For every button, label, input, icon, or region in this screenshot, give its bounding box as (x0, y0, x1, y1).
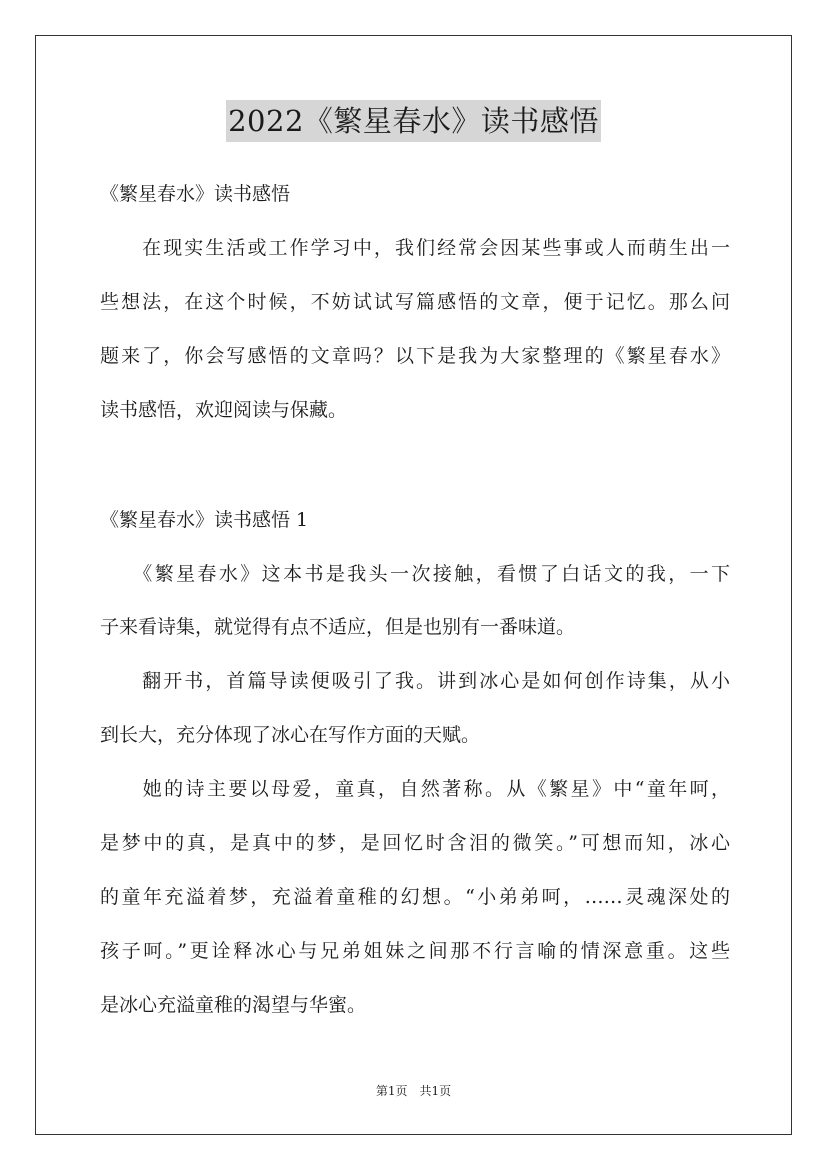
section-heading: 《繁星春水》读书感悟 1 (100, 509, 309, 531)
para1-line-1: 《繁星春水》这本书是我头一次接触，看惯了白话文的我，一下 (100, 563, 730, 585)
intro-line-1: 在现实生活或工作学习中，我们经常会因某些事或人而萌生出一 (100, 237, 730, 259)
para2-line-2: 到长大，充分体现了冰心在写作方面的天赋。 (100, 724, 481, 746)
subtitle: 《繁星春水》读书感悟 (100, 183, 291, 205)
para3-line-5: 是冰心充溢童稚的渴望与华蜜。 (100, 994, 367, 1016)
para3-line-2: 是梦中的真，是真中的梦，是回忆时含泪的微笑。”可想而知，冰心 (100, 832, 730, 854)
intro-line-4: 读书感悟，欢迎阅读与保藏。 (100, 399, 348, 421)
para3-line-1: 她的诗主要以母爱，童真，自然著称。从《繁星》中“童年呵， (100, 778, 730, 800)
para2-line-1: 翻开书，首篇导读便吸引了我。讲到冰心是如何创作诗集，从小 (100, 670, 730, 692)
title-block (0, 100, 827, 142)
document-title: 2022《繁星春水》读书感悟 (226, 100, 601, 142)
intro-line-3: 题来了，你会写感悟的文章吗？以下是我为大家整理的《繁星春水》 (100, 345, 730, 367)
para1-line-2: 子来看诗集，就觉得有点不适应，但是也别有一番味道。 (100, 616, 576, 638)
page-footer: 第1页 共1页 (375, 1084, 452, 1098)
para3-line-4: 孩子呵。”更诠释冰心与兄弟姐妹之间那不行言喻的情深意重。这些 (100, 940, 730, 962)
para3-line-3: 的童年充溢着梦，充溢着童稚的幻想。“小弟弟呵，……灵魂深处的 (100, 886, 730, 908)
intro-line-2: 些想法，在这个时候，不妨试试写篇感悟的文章，便于记忆。那么问 (100, 291, 730, 313)
